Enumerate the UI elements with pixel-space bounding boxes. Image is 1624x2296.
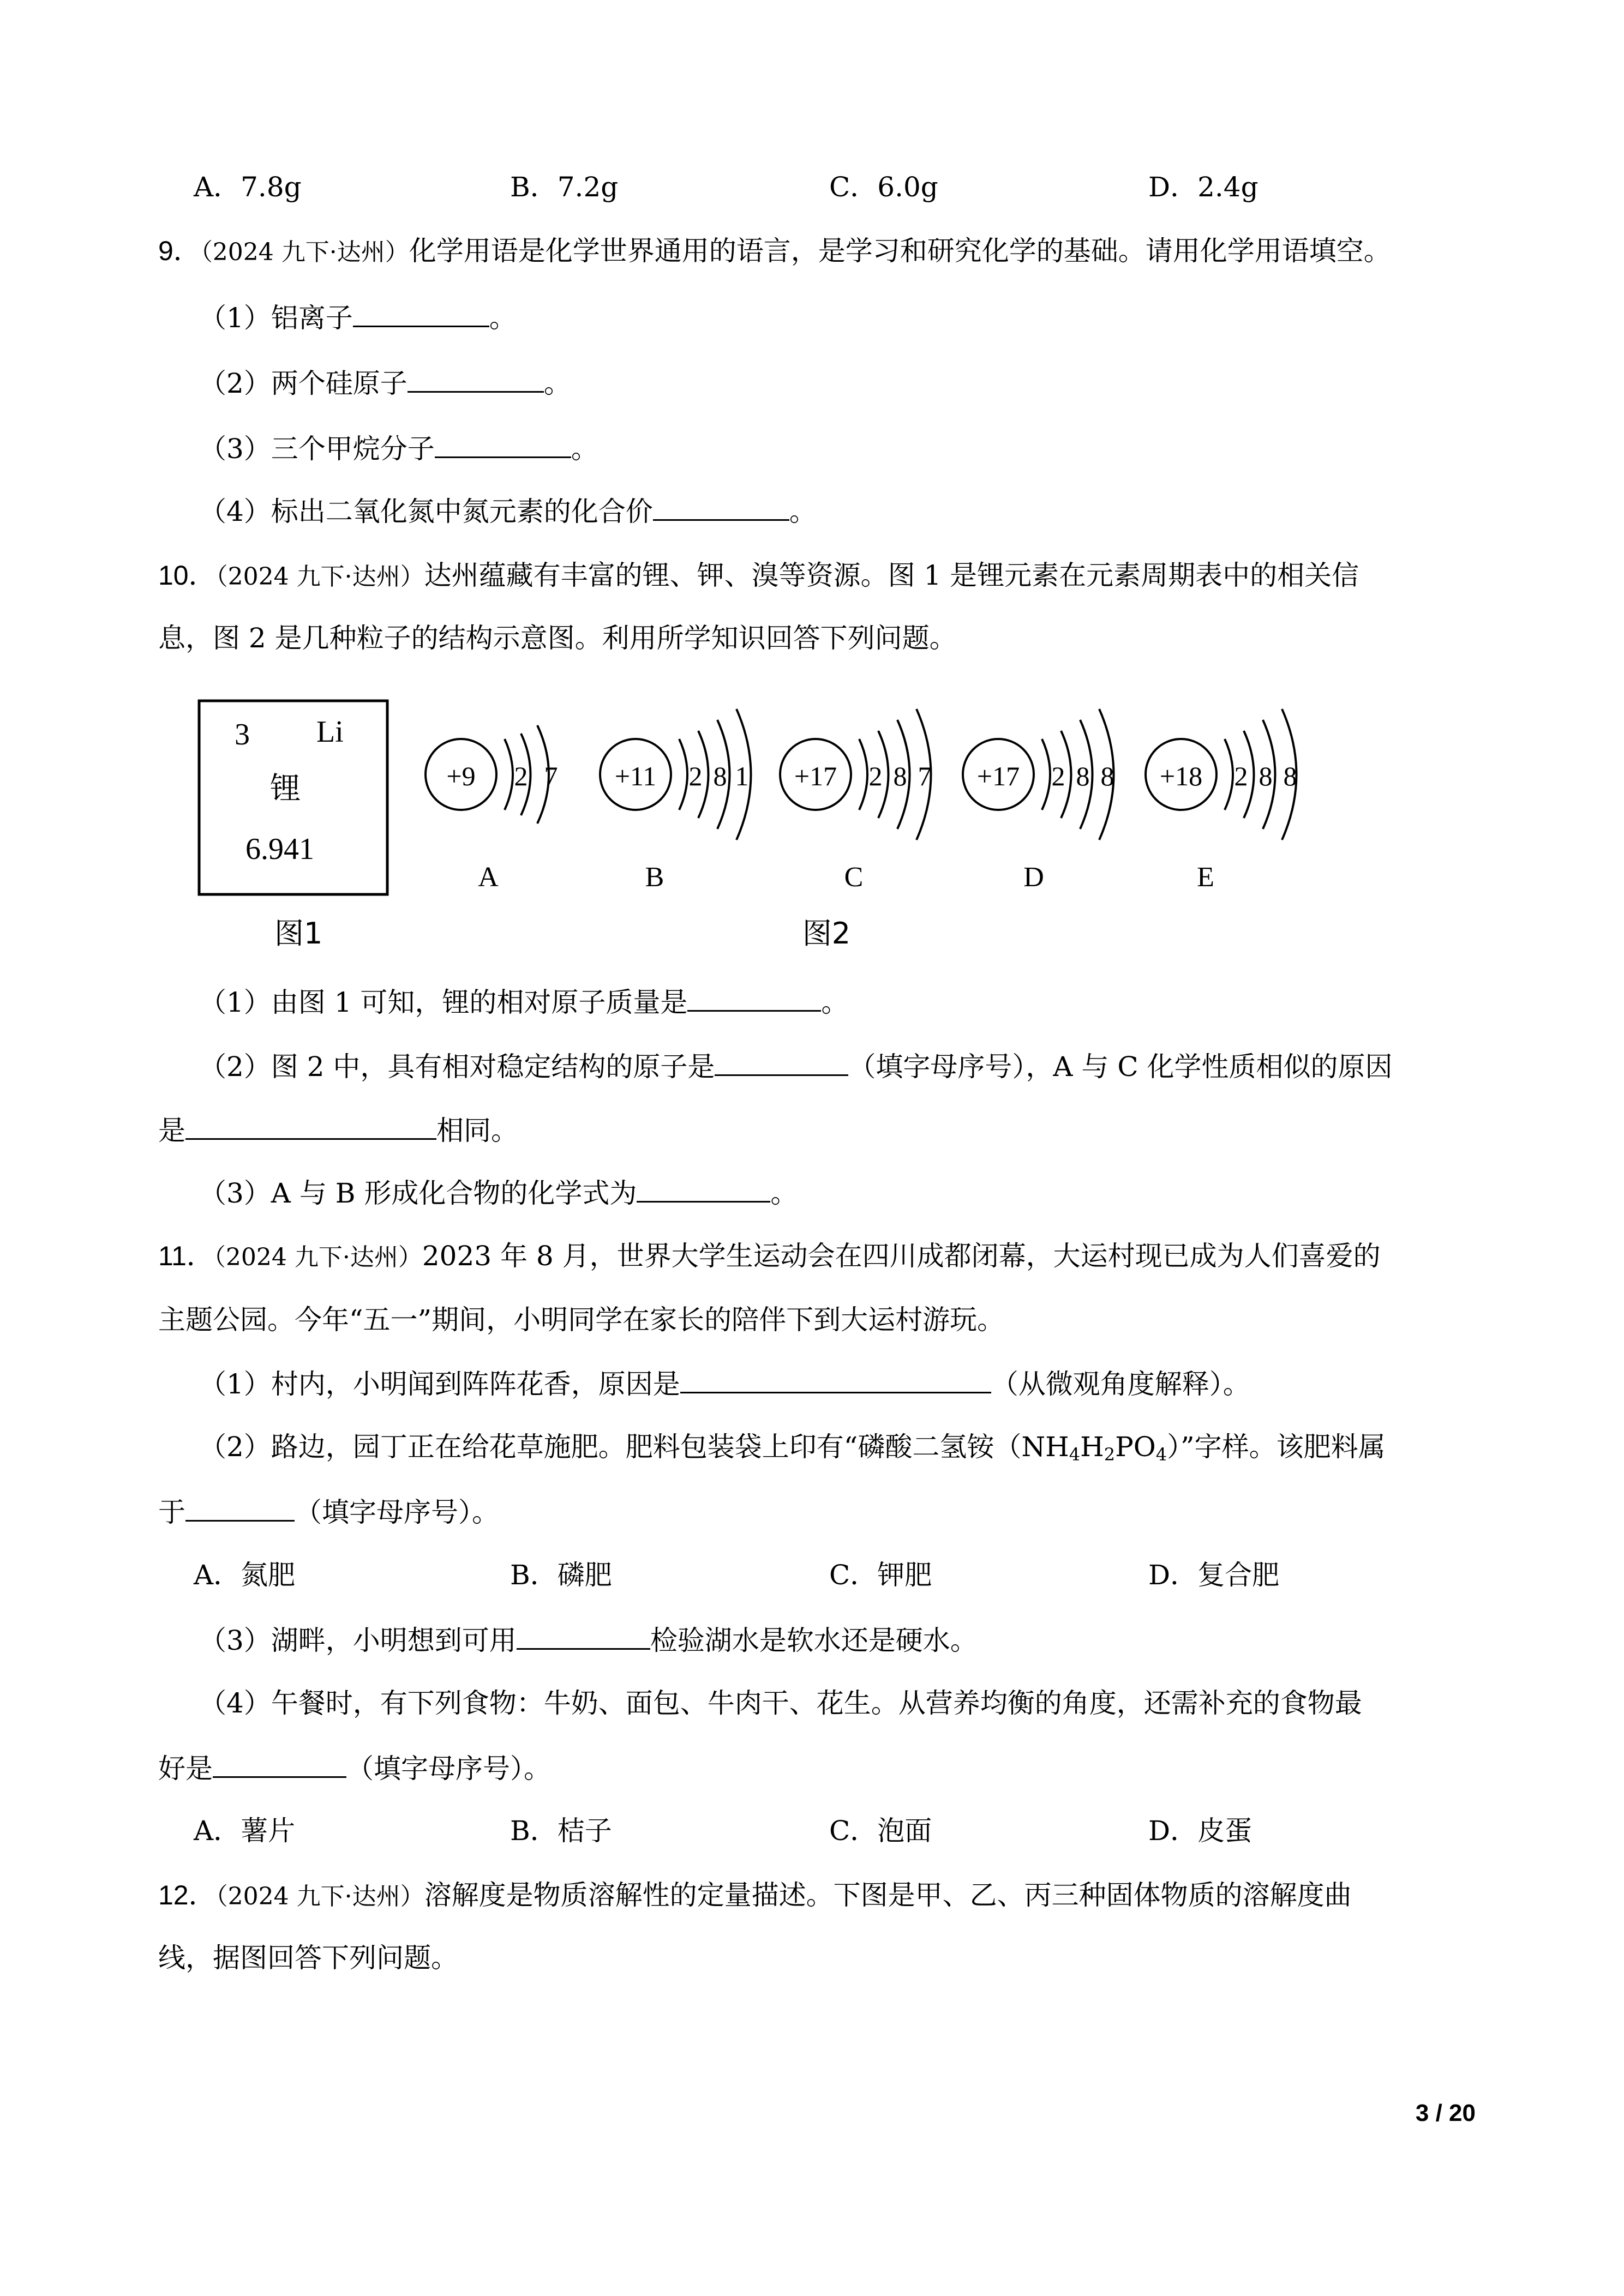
- particle-label: A: [478, 862, 499, 893]
- particle-label: C: [844, 862, 864, 893]
- question-text: 达州蕴藏有丰富的锂、钾、溴等资源。图 1 是锂元素在元素周期表中的相关信: [424, 560, 1359, 591]
- q8-option-c: C．6.0g: [829, 171, 938, 203]
- shell-electrons: 1: [735, 761, 749, 791]
- q11-stem-line1: [158, 1237, 1381, 1277]
- answer-blank[interactable]: [353, 297, 489, 327]
- particle-d: [963, 709, 1114, 893]
- question-number: 12．: [158, 1880, 216, 1910]
- particle-label: B: [645, 862, 664, 893]
- option-c: C．泡面: [829, 1815, 932, 1847]
- item-text: （填字母序号）。: [346, 1753, 551, 1784]
- shell-electrons: 2: [868, 761, 883, 791]
- question-number: 10．: [158, 560, 216, 591]
- item-text: （2）两个硅原子: [199, 368, 408, 399]
- shell-electrons: 8: [713, 761, 727, 791]
- option-a: A．氮肥: [194, 1559, 296, 1591]
- question-source: （2024 九下·达州）: [213, 1243, 422, 1271]
- answer-blank[interactable]: [653, 491, 789, 521]
- q9-item-4: [199, 491, 817, 531]
- shell-electrons: 7: [544, 761, 558, 791]
- item-text: （2）路边，园丁正在给花草施肥。肥料包装袋上印有“磷酸二氢铵（NH: [199, 1431, 1069, 1463]
- question-number: 11．: [158, 1241, 214, 1271]
- option-b: B．磷肥: [510, 1559, 612, 1591]
- answer-blank[interactable]: [715, 1046, 848, 1076]
- item-text: （1）铝离子: [199, 302, 353, 334]
- shell-electrons: 8: [1283, 761, 1297, 791]
- item-text: （2）图 2 中，具有相对稳定结构的原子是: [199, 1051, 715, 1083]
- q9-item-1: [199, 297, 517, 337]
- item-text: 于: [158, 1496, 185, 1528]
- item-text: 。: [770, 1177, 798, 1209]
- atomic-mass: 6.941: [245, 832, 314, 866]
- element-name: 锂: [270, 771, 301, 807]
- question-source: （2024 九下·达州）: [200, 238, 409, 266]
- nucleus-charge: +11: [614, 761, 657, 791]
- q11-item-4: （4）午餐时，有下列食物：牛奶、面包、牛肉干、花生。从营养均衡的角度，还需补充的食物最: [199, 1687, 1362, 1719]
- item-text: H: [1080, 1431, 1104, 1463]
- figure-1-caption: 图1: [274, 916, 323, 951]
- item-text: （从微观角度解释）。: [991, 1368, 1250, 1400]
- option-c: C．钾肥: [829, 1559, 932, 1591]
- answer-blank[interactable]: [517, 1620, 650, 1650]
- answer-blank[interactable]: [687, 982, 821, 1012]
- atomic-number: 3: [235, 718, 250, 752]
- q12-stem-line1: [158, 1876, 1352, 1916]
- item-text: （填字母序号）。: [295, 1496, 499, 1528]
- option-d: D．复合肥: [1148, 1559, 1280, 1591]
- item-text: （3）三个甲烷分子: [199, 433, 435, 465]
- particle-a: [426, 725, 558, 893]
- nucleus-charge: +9: [446, 761, 476, 791]
- q9-item-3: [199, 428, 598, 468]
- q11-item-3: [199, 1620, 978, 1660]
- particle-b: [600, 709, 751, 893]
- item-text: ）”字样。该肥料属: [1167, 1431, 1386, 1463]
- particle-label: E: [1197, 862, 1214, 893]
- subscript: 4: [1155, 1444, 1167, 1465]
- subscript: 4: [1069, 1444, 1081, 1465]
- particle-label: D: [1023, 862, 1044, 893]
- answer-blank[interactable]: [637, 1173, 770, 1203]
- q10-item-1: [199, 982, 848, 1021]
- shell-electrons: 8: [1259, 761, 1273, 791]
- item-text: 是: [158, 1115, 185, 1146]
- item-text: 。: [571, 433, 598, 465]
- question-source: （2024 九下·达州）: [215, 563, 424, 591]
- item-text: 好是: [158, 1753, 213, 1784]
- subscript: 2: [1104, 1444, 1116, 1465]
- shell-electrons: 2: [514, 761, 528, 791]
- q8-option-d: D．2.4g: [1148, 171, 1259, 203]
- question-source: （2024 九下·达州）: [215, 1883, 424, 1910]
- q11-item-4-line2: [158, 1748, 551, 1788]
- shell-electrons: 8: [893, 761, 907, 791]
- question-text: 2023 年 8 月，世界大学生运动会在四川成都闭幕，大运村现已成为人们喜爱的: [422, 1240, 1381, 1272]
- q11-item-2: [199, 1428, 1386, 1466]
- q10-item-3: [199, 1173, 798, 1212]
- item-text: 。: [789, 496, 817, 527]
- q10-stem-line2: 息，图 2 是几种粒子的结构示意图。利用所学知识回答下列问题。: [158, 622, 957, 654]
- item-text: 。: [543, 368, 571, 399]
- option-d: D．皮蛋: [1148, 1815, 1253, 1847]
- q12-stem-line2: 线，据图回答下列问题。: [158, 1942, 458, 1974]
- answer-blank[interactable]: [680, 1363, 991, 1393]
- answer-blank[interactable]: [185, 1110, 436, 1140]
- q11-item-1: [199, 1363, 1250, 1403]
- question-text: 溶解度是物质溶解性的定量描述。下图是甲、乙、丙三种固体物质的溶解度曲: [424, 1879, 1352, 1911]
- option-a: A．薯片: [194, 1815, 296, 1847]
- particle-e: [1146, 709, 1297, 893]
- item-text: 。: [821, 987, 849, 1018]
- atom-structure-figure: [194, 687, 1361, 960]
- option-b: B．桔子: [510, 1815, 612, 1847]
- q10-item-2: [199, 1046, 1392, 1086]
- item-text: 。: [489, 302, 517, 334]
- question-number: 9．: [158, 236, 201, 266]
- q11-item-2-line2: [158, 1492, 499, 1531]
- q9-stem: [158, 232, 1391, 272]
- question-text: 化学用语是化学世界通用的语言，是学习和研究化学的基础。请用化学用语填空。: [409, 235, 1391, 267]
- q8-option-a: A．7.8g: [194, 171, 302, 203]
- item-text: （3）湖畔，小明想到可用: [199, 1625, 517, 1656]
- particle-c: [780, 709, 932, 893]
- answer-blank[interactable]: [213, 1748, 346, 1778]
- item-text: 检验湖水是软水还是硬水。: [650, 1625, 978, 1656]
- item-text: （1）由图 1 可知，锂的相对原子质量是: [199, 987, 688, 1018]
- item-text: （1）村内，小明闻到阵阵花香，原因是: [199, 1368, 680, 1400]
- item-text: PO: [1115, 1431, 1156, 1463]
- item-text: 相同。: [436, 1115, 518, 1146]
- answer-blank[interactable]: [185, 1492, 295, 1522]
- item-text: （4）标出二氧化氮中氮元素的化合价: [199, 496, 653, 527]
- item-text: （填字母序号），A 与 C 化学性质相似的原因: [848, 1051, 1393, 1083]
- nucleus-charge: +17: [976, 761, 1020, 791]
- nucleus-charge: +18: [1159, 761, 1203, 791]
- shell-electrons: 2: [1234, 761, 1248, 791]
- shell-electrons: 7: [918, 761, 932, 791]
- shell-electrons: 8: [1100, 761, 1114, 791]
- q11-stem-line2: 主题公园。今年“五一”期间，小明同学在家长的陪伴下到大运村游玩。: [158, 1304, 1005, 1336]
- periodic-table-cell: [199, 701, 387, 894]
- item-text: （3）A 与 B 形成化合物的化学式为: [199, 1177, 637, 1209]
- element-symbol: Li: [316, 715, 344, 749]
- shell-electrons: 2: [688, 761, 703, 791]
- nucleus-charge: +17: [794, 761, 837, 791]
- answer-blank[interactable]: [408, 363, 544, 393]
- answer-blank[interactable]: [435, 428, 571, 458]
- q10-item-2-line2: [158, 1110, 518, 1150]
- page-number: 3 / 20: [1415, 2100, 1476, 2126]
- q8-option-b: B．7.2g: [510, 171, 619, 203]
- q10-stem-line1: [158, 556, 1359, 596]
- shell-electrons: 8: [1076, 761, 1090, 791]
- q9-item-2: [199, 363, 571, 402]
- figure-2-caption: 图2: [802, 916, 851, 951]
- shell-electrons: 2: [1051, 761, 1065, 791]
